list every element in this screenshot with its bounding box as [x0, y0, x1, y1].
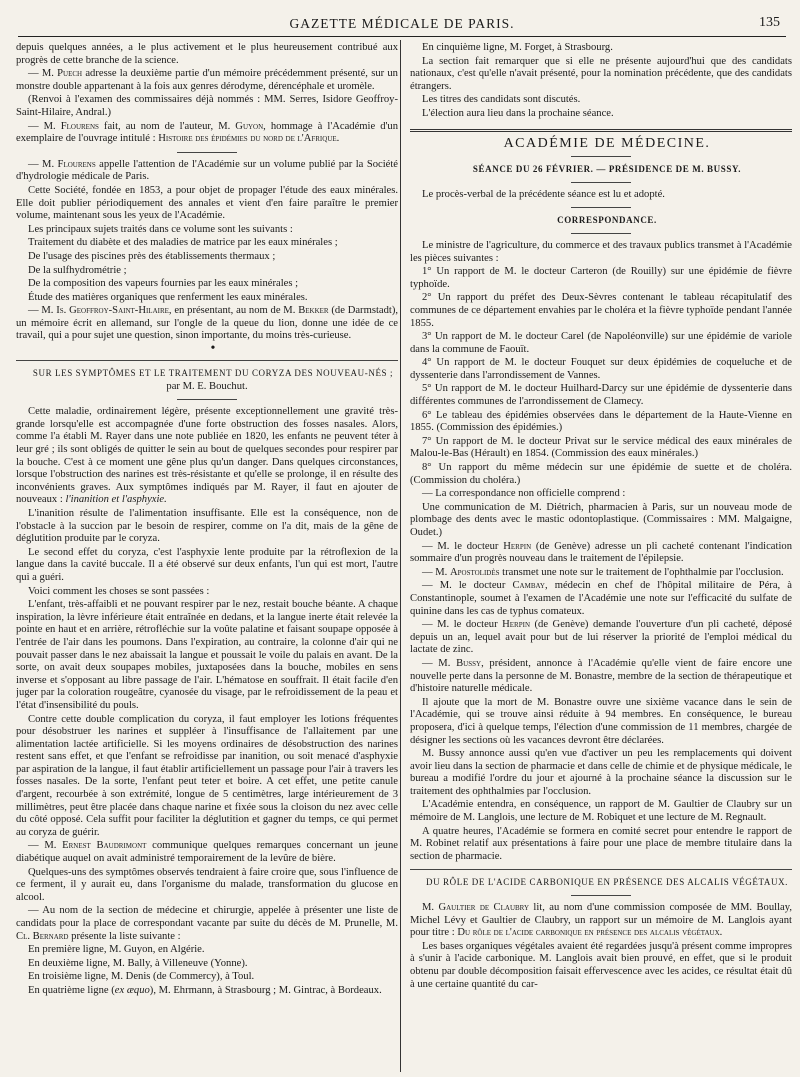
paragraph: Contre cette double complication du coryza, il faut employer les lotions fréquentes pour désobstruer les narines et suppléer à l'insuffisance de l'allaitement par une alimentation lactée artificielle. Si les moyens ordinaires de désobstruction des narines restent sans effet, et que l'enfant se refroidisse par inanition, ou soit menacé d'asphyxie par aspiration de la langue, il faut établir artificiellement un passage pour l'air à travers les fosses nasales. De la sorte, l'enfant peut teter et boire. A cet effet, une petite canule d'argent, recourbée à son extrémité, longue de 5 centimètres, large intérieurement de 3 millimètres, peut être placée dans chaque narine et fixée sous la cloison du nez avec celle du côté opposé. Cela suffit pour faciliter la déglutition et gagner du temps, ce qui permet au coryza de guérir.: [16, 713, 398, 838]
left-column: [16, 42, 398, 1072]
list-item: 4° Un rapport de M. le docteur Fouquet sur deux épidémies de coqueluche et de dyssenterie dans l'arrondissement de Vannes.: [410, 357, 792, 381]
paragraph: La section fait remarquer que si elle ne présente aujourd'hui que des candidats nationaux, c'est qu'elle n'avait présenté, pour la nomination précédente, que des candidats étrangers.: [410, 55, 792, 92]
separator: [410, 869, 792, 870]
separator: [571, 233, 631, 234]
paragraph-text: (de Genève) demande l'ouverture d'un pli cacheté, déposé depuis un an, lequel avait pour but de lui réserver la priorité de l'emploi médical du lactate de zinc.: [410, 619, 792, 656]
person-name: Gaultier de Claubry: [438, 902, 530, 914]
paragraph: Quelques-uns des symptômes observés tendraient à faire croire que, sous l'influence de ce ferment, il y aurait eu, dans l'organisme du malade, transformation du glucose en alcool.: [16, 866, 398, 903]
paragraph-text: communique quelques remarques concernant un jeune diabétique auquel on avait administré temporairement de la levûre de bière.: [16, 840, 398, 865]
paragraph: — M. Puech adresse la deuxième partie d'un mémoire précédemment présenté, sur un monstre double appartenant à la fois aux genres dérodyme, dérencéphale et uromèle.: [16, 68, 398, 92]
paragraph: M. Gaultier de Claubry lit, au nom d'une commission composée de MM. Boullay, Michel Lévy et Gaultier de Claubry, un rapport sur un mémoire de M. Langlois ayant pour titre : Du rôle de l'acide carbonique en présence des alcalis végétaux.: [410, 902, 792, 939]
article-author: par M. E. Bouchut.: [166, 380, 248, 392]
list-item: 6° Le tableau des épidémies observées dans le département de la Haute-Vienne en 1855. (Commission des épidémies.): [410, 409, 792, 434]
list-item: En deuxième ligne, M. Bally, à Villeneuve (Yonne).: [28, 957, 248, 969]
paragraph-text: Cette maladie, ordinairement légère, présente exceptionnellement une gravité très-grande lorsqu'elle est accompagnée d'une forte obstruction des fosses nasales. Alors, comme l'a établi M. Rayer dans une note publiée en 1820, les enfants ne peuvent téter à leur gré ; ils sont obligés de quitter le sein au bout de quelques secondes pour respirer par la bouche. C'est à ce moment une gêne plus qu'un danger. Dans quelques circonstances, lorsque l'obstruction des narines est très-résistante et qu'elle se prolonge, il en résulte des inconvénients graves. Aux symptômes indiqués par M. Rayer, il faut en ajouter de nouveaux :: [16, 406, 398, 506]
paragraph: De la composition des vapeurs fournies par les eaux minérales ;: [28, 278, 299, 290]
paragraph: (Renvoi à l'examen des commissaires déjà nommés : MM. Serres, Isidore Geoffroy-Saint-Hilaire, Andral.): [16, 94, 398, 118]
paragraph: De la sulfhydrométrie ;: [28, 264, 127, 276]
person-name: Cambay: [512, 580, 545, 592]
journal-title: GAZETTE MÉDICALE DE PARIS.: [289, 16, 515, 31]
paragraph: [16, 406, 398, 507]
paragraph: L'inanition résulte de l'alimentation insuffisante. Elle est la conséquence, non de l'obstacle à la succion par le besoin de respirer, comme on l'a dit, mais de la gêne de déglutition produite par le coryza.: [16, 508, 398, 545]
separator: [177, 152, 237, 153]
paragraph: L'enfant, très-affaibli et ne pouvant respirer par le nez, restait bouche béante. A chaque inspiration, la lèvre inférieure était entraînée en dedans, et la langue inerte était relevée la pointe en haut et en arrière, rétrofléchie sur la voûte palatine et faisant soupape opposée à l'entrée de l'air dans les poumons. Dans l'expiration, au contraire, la colonne d'air qui ne pouvait passer dans le nez abaissait la langue et poussait le voile du palais en avant. De la sorte, on avait deux soupapes mobiles, juxtaposées dans la bouche, mobiles en sens inverse et s'opposant au libre passage de l'air. L'hématose en souffrait. Il était facile d'en juger par la coloration rougeâtre, cyanosée du visage, par le refroidissement de la peau et l'état d'insensibilité du pouls.: [16, 599, 398, 711]
paragraph: Traitement du diabète et des maladies de matrice par les eaux minérales ;: [28, 237, 338, 249]
paragraph: De l'usage des piscines près des établissements thermaux ;: [28, 250, 276, 262]
paragraph-text: — Au nom de la section de médecine et chirurgie, appelée à présenter une liste de candidats pour la place de correspondant vacante par suite du décès de M. Prunelle, M.: [16, 905, 398, 929]
paragraph-text: (de Genève) adresse un pli cacheté contenant l'indication sommaire d'un progrès nouveau dans le traitement de l'épilepsie.: [410, 540, 792, 565]
paragraph: Cette Société, fondée en 1853, a pour objet de propager l'étude des eaux minérales. Elle doit publier périodiquement des annales et vient d'en faire paraître le premier volume, maintenant sous les yeux de l'Académie.: [16, 184, 398, 222]
paragraph: Les principaux sujets traités dans ce volume sont les suivants :: [28, 223, 293, 235]
paragraph: [16, 905, 398, 943]
list-item: 8° Un rapport du même médecin sur une épidémie de suette et de choléra. (Commission du choléra.): [410, 462, 792, 486]
paragraph: — La correspondance non officielle comprend :: [422, 488, 626, 500]
paragraph: A quatre heures, l'Académie se formera en comité secret pour entendre le rapport de M. Robinet relatif aux présentations à faire pour une place de membre titulaire dans la section de pharmacie.: [410, 825, 792, 862]
column-divider: [400, 40, 401, 1072]
person-name: Herpin: [503, 540, 532, 552]
separator: [571, 207, 631, 208]
paragraph: — M. le docteur Cambay, médecin en chef de l'hôpital militaire de Péra, à Constantinople, soumet à l'examen de l'Académie une note sur l'efficacité du sulfate de quinine dans les cas de typhus comateux.: [410, 580, 792, 617]
book-title: Histoire des épidémies du nord de l'Afrique.: [158, 133, 340, 145]
page-header: [18, 10, 786, 37]
list-item: 7° Un rapport de M. le docteur Privat sur le service médical des eaux minérales de Malou-le-Bas (Hérault) en 1854. (Commission des eaux minérales.): [410, 435, 792, 460]
emphasis: l'inanition et l'asphyxie.: [65, 494, 167, 506]
article-title: DU RÔLE DE L'ACIDE CARBONIQUE EN PRÉSENCE DES ALCALIS VÉGÉTAUX.: [425, 877, 789, 888]
person-name: Herpin: [502, 619, 530, 631]
paragraph: — M. Ernest Baudrimont communique quelques remarques concernant un jeune diabétique auquel on avait administré temporairement de la levûre de bière.: [16, 840, 398, 865]
person-name: Is. Geoffroy-Saint-Hilaire: [56, 305, 169, 317]
paragraph-text: En quatrième ligne (: [28, 984, 115, 996]
emphasis: ex æquo: [114, 984, 150, 996]
person-name: Ernest Baudrimont: [62, 840, 147, 852]
paragraph-text: , médecin en chef de l'hôpital militaire de Péra, à Constantinople, soumet à l'examen de l'Académie une note sur l'efficacité du sulfate de quinine dans les cas de typhus comateux.: [410, 580, 792, 617]
subsection-title: CORRESPONDANCE.: [557, 215, 657, 226]
person-name: Bekker: [298, 305, 329, 317]
bullet-mark: •: [210, 341, 216, 357]
memoir-title: Du rôle de l'acide carbonique en présence des alcalis végétaux.: [457, 927, 723, 939]
paragraph: — M. Flourens fait, au nom de l'auteur, M. Guyon, hommage à l'Académie d'un exemplaire de l'ouvrage intitulé : Histoire des épidémies du nord de l'Afrique.: [16, 120, 398, 145]
section-separator: [410, 129, 792, 132]
paragraph: Le second effet du coryza, c'est l'asphyxie lente produite par la rétroflexion de la langue dans la cavité buccale. Il a été observé sur deux enfants, l'un qui est mort, l'autre qui a guéri.: [16, 546, 398, 583]
paragraph: L'élection aura lieu dans la prochaine séance.: [422, 107, 614, 119]
paragraph: L'Académie entendra, en conséquence, un rapport de M. Gaultier de Claubry sur un mémoire de M. Langlois, une lecture de M. Robiquet et une lecture de M. Regnault.: [410, 799, 792, 824]
right-column: [410, 42, 792, 1072]
paragraph-text: adresse la deuxième partie d'un mémoire précédemment présenté, sur un monstre double appartenant à la fois aux genres dérodyme, dérencéphale et uromèle.: [16, 68, 398, 92]
paragraph: — M. le docteur Herpin (de Genève) demande l'ouverture d'un pli cacheté, déposé depuis un an, lequel avait pour but de lui réserver la priorité de l'emploi médical du lactate de zinc.: [410, 619, 792, 656]
person-name: Cl. Bernard: [16, 930, 69, 942]
paragraph-text: appelle l'attention de l'Académie sur un volume publié par la Société d'hydrologie médicale de Paris.: [16, 158, 398, 183]
paragraph: Le ministre de l'agriculture, du commerce et des travaux publics transmet à l'Académie les pièces suivantes :: [410, 239, 792, 264]
list-item: 3° Un rapport de M. le docteur Carel (de Napoléonville) sur une épidémie de variole dans la commune de Faouït.: [410, 331, 792, 355]
person-name: Bussy: [456, 657, 482, 669]
separator: [571, 182, 631, 183]
paragraph: Les titres des candidats sont discutés.: [422, 94, 581, 106]
person-name: Flourens: [60, 120, 99, 132]
paragraph-text: (de Darmstadt), un mémoire écrit en allemand, sur l'ongle de la queue du lion, donne une idée de ce travail, qui a pour sujet une question, sinon importante, du moins très-curieuse.: [16, 305, 398, 342]
paragraph: depuis quelques années, a le plus activement et le plus heureusement contribué aux progrès de cette branche de la science.: [16, 42, 398, 66]
article-title: SUR LES SYMPTÔMES ET LE TRAITEMENT DU CORYZA DES NOUVEAU-NÉS ;: [32, 368, 394, 379]
person-name: Guyon: [235, 120, 264, 132]
list-item: En troisième ligne, M. Denis (de Commercy), à Toul.: [28, 971, 255, 983]
paragraph-text: transmet une note sur le traitement de l'ophthalmie par l'occlusion.: [502, 566, 784, 578]
separator: [571, 156, 631, 157]
list-item: 5° Un rapport de M. le docteur Huilhard-Darcy sur une épidémie de dyssenterie dans différentes communes de l'arrondissement de Clamecy.: [410, 383, 792, 408]
paragraph: — M. le docteur Herpin (de Genève) adresse un pli cacheté contenant l'indication sommaire d'un progrès nouveau dans le traitement de l'épilepsie.: [410, 540, 792, 565]
paragraph-text: lit, au nom d'une commission composée de MM. Boullay, Michel Lévy et Gaultier de Claubry, un rapport sur un mémoire de M. Langlois ayant pour titre :: [410, 902, 792, 939]
paragraph: M. Bussy annonce aussi qu'en vue d'activer un peu les remplacements qui doivent avoir lieu dans la section de pharmacie et dans celle de chimie et de physique médicale, le bureau a modifié l'ordre du jour et ajourné à la prochaine séance la discussion sur le traitement des ophthalmies par l'occlusion.: [410, 748, 792, 797]
list-item: [16, 985, 398, 998]
paragraph: — M. Flourens appelle l'attention de l'Académie sur un volume publié par la Société d'hydrologie médicale de Paris.: [16, 158, 398, 183]
section-title: ACADÉMIE DE MÉDECINE.: [503, 135, 711, 151]
separator: [16, 360, 398, 361]
person-name: Flourens: [57, 158, 96, 170]
list-item: En première ligne, M. Guyon, en Algérie.: [28, 944, 205, 956]
paragraph-text: fait, au nom de l'auteur, M.: [103, 120, 231, 132]
person-name: Puech: [57, 68, 83, 80]
paragraph: Le procès-verbal de la précédente séance est lu et adopté.: [422, 188, 665, 200]
list-item: 2° Un rapport du préfet des Deux-Sèvres contenant le tableau récapitulatif des communes de ce département envahies par le choléra et la fièvre typhoïde pendant l'année 1855.: [410, 292, 792, 329]
paragraph: Une communication de M. Diétrich, pharmacien à Paris, sur un nouveau mode de plombage des dents avec le mastic odontoplastique. (Commissaires : MM. Malgaigne, Oudet.): [410, 501, 792, 538]
paragraph: Étude des matières organiques que renferment les eaux minérales.: [28, 291, 308, 303]
separator: [571, 895, 631, 896]
person-name: Apostolidès: [449, 566, 500, 578]
session-heading: SÉANCE DU 26 FÉVRIER. — PRÉSIDENCE DE M. BUSSY.: [472, 164, 742, 175]
paragraph-text: présente la liste suivante :: [71, 930, 181, 942]
page-number: 135: [759, 15, 780, 30]
paragraph: Les bases organiques végétales avaient été regardées jusqu'à présent comme impropres à s'unir à l'acide carbonique. M. Langlois avait bien prouvé, en effet, que si le produit obtenu par double décomposition faisait effervescence avec les acides, ce résultat était dû à une certaine quantité du car-: [410, 940, 792, 990]
paragraph: — M. Bussy, président, annonce à l'Académie qu'elle vient de faire encore une nouvelle perte dans la personne de M. Bonastre, membre de la section de thérapeutique et d'histoire naturelle médicale.: [410, 657, 792, 695]
paragraph-text: , en présentant, au nom de M.: [168, 305, 296, 317]
paragraph-text: ), M. Ehrmann, à Strasbourg ; M. Gintrac, à Bordeaux.: [149, 984, 382, 996]
list-item: En cinquième ligne, M. Forget, à Strasbourg.: [422, 42, 613, 53]
paragraph: — M. Apostolidès transmet une note sur le traitement de l'ophthalmie par l'occlusion.: [422, 566, 784, 578]
list-item: 1° Un rapport de M. le docteur Carteron (de Rouilly) sur une épidémie de fièvre typhoïde.: [410, 266, 792, 290]
paragraph: Voici comment les choses se sont passées :: [28, 585, 210, 597]
paragraph: Il ajoute que la mort de M. Bonastre ouvre une sixième vacance dans le sein de l'Académie, qui se trouve ainsi réduite à 94 membres. En conséquence, le bureau proposera, d'ici à quelque temps, l'élection d'une commission de 11 membres, chargée de désigner les sections où les vacances devront être déclarées.: [410, 696, 792, 746]
paragraph-text: , hommage à l'Académie d'un exemplaire de l'ouvrage intitulé :: [16, 120, 398, 145]
paragraph: — M. Is. Geoffroy-Saint-Hilaire, en présentant, au nom de M. Bekker (de Darmstadt), un mémoire écrit en allemand, sur l'ongle de la queue du lion, donne une idée de ce travail, qui a pour sujet une question, sinon importante, du moins très-curieuse.: [16, 305, 398, 342]
separator: [177, 399, 237, 400]
paragraph-text: , président, annonce à l'Académie qu'elle vient de faire encore une nouvelle perte dans la personne de M. Bonastre, membre de la section de thérapeutique et d'histoire naturelle médicale.: [410, 657, 792, 695]
